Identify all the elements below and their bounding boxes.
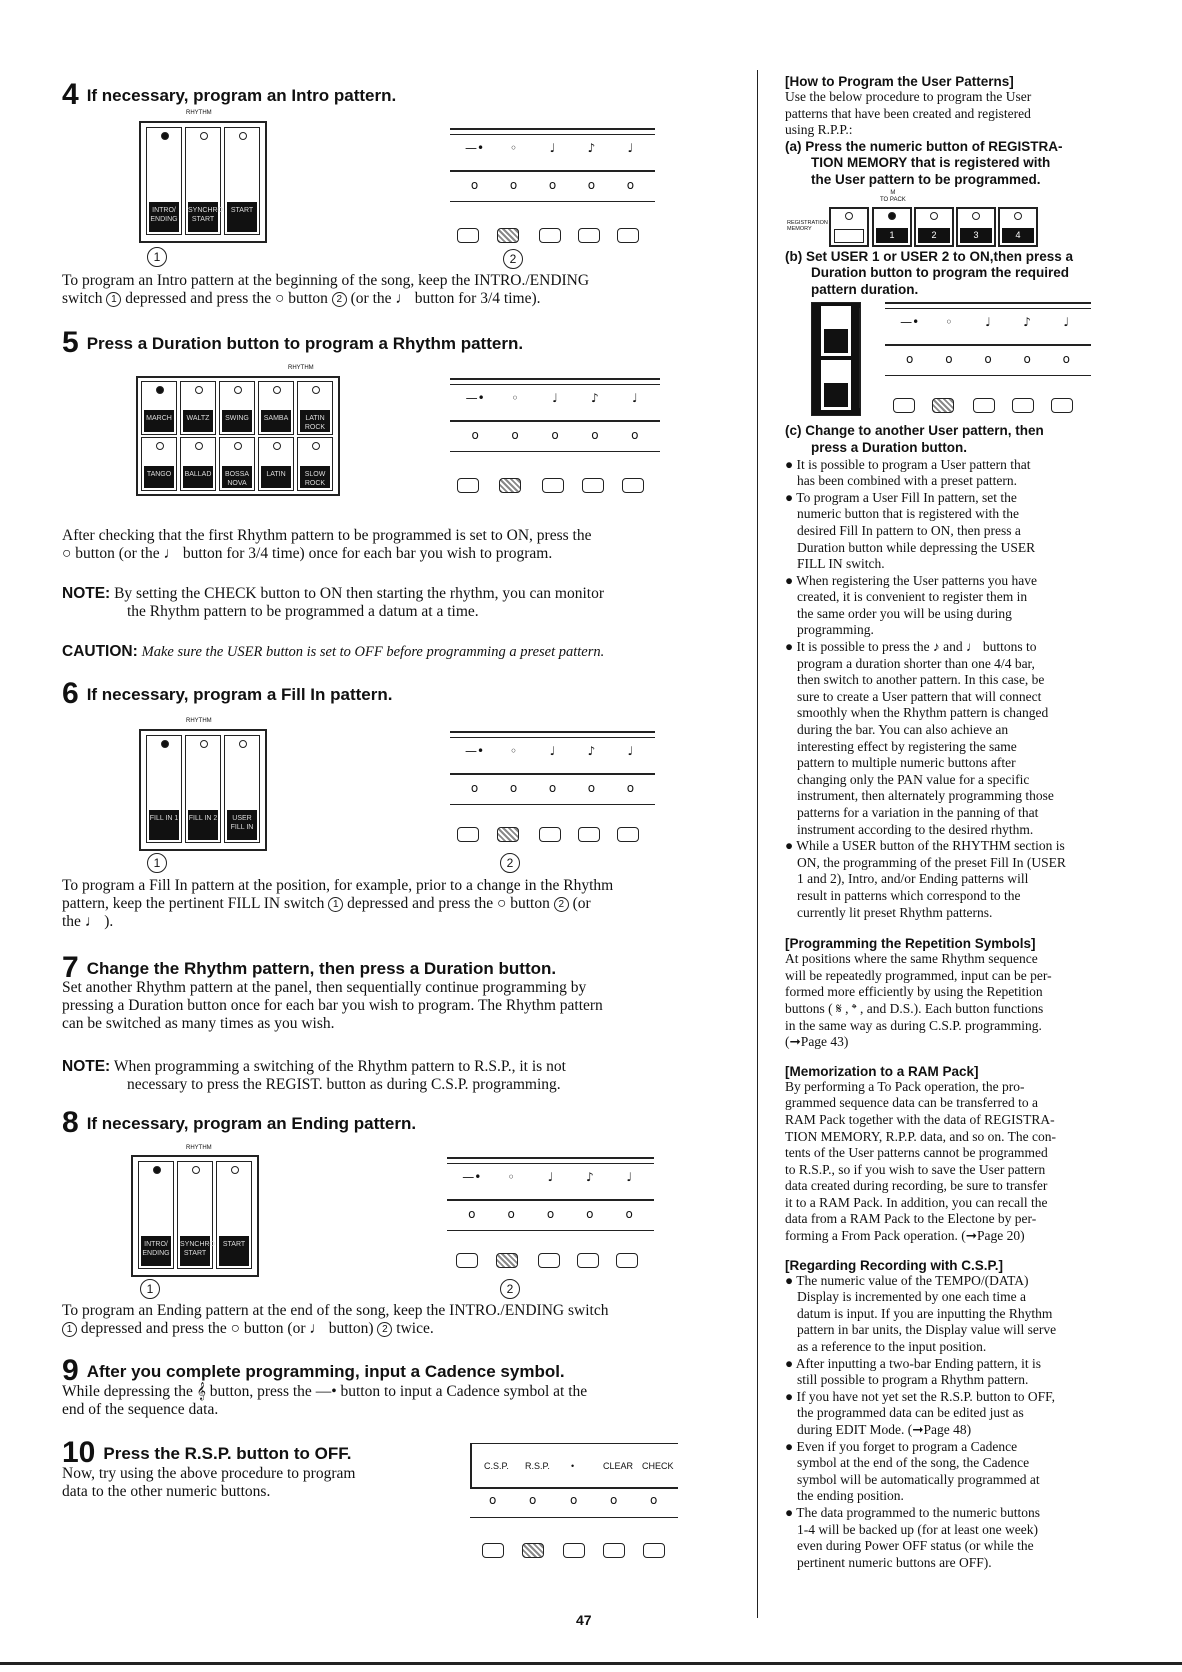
csp-label: C.S.P. — [484, 1461, 509, 1471]
step-7-heading: 7 Change the Rhythm pattern, then press a Duration button. — [62, 951, 557, 984]
user-pattern-panel — [785, 298, 1124, 420]
duration-button-quarter[interactable] — [578, 827, 600, 842]
bullet: ● Even if you forget to program a Cadence — [785, 1438, 1018, 1454]
step-9-text: While depressing the 𝄞 button, press the —• button to input a Cadence symbol at the end of the sequence data. — [62, 1383, 588, 1418]
duration-button-eighth[interactable] — [1051, 398, 1073, 413]
bullet: ● The numeric value of the TEMPO/(DATA) — [785, 1272, 1029, 1288]
rhythm-switch-bossa-nova[interactable]: BOSSA NOVA — [219, 437, 255, 491]
rhythm-switch-waltz[interactable]: WALTZ — [180, 381, 216, 435]
start-switch[interactable]: START — [216, 1161, 252, 1269]
bar-line-icon: —• — [315, 1383, 337, 1400]
rhythm-panel-intro — [139, 121, 267, 243]
duration-button-bar[interactable] — [457, 478, 479, 493]
half-note-icon: ♩ — [395, 290, 411, 307]
duration-button-eighth[interactable] — [616, 1253, 638, 1268]
registration-memory-panel: M TO PACK REGISTRATION MEMORY 1 2 3 4 — [785, 189, 1124, 249]
bottom-rule — [0, 1662, 1182, 1665]
step-6-heading: 6 If necessary, program a Fill In pattern. — [62, 677, 393, 710]
bullet: ● It is possible to press the ♪ and ♩ buttons to — [785, 639, 1037, 655]
duration-button-bar[interactable] — [457, 228, 479, 243]
rhythm-panel-ending — [131, 1155, 259, 1277]
clear-button[interactable] — [603, 1543, 625, 1558]
synchro-start-switch[interactable]: SYNCHRO START — [177, 1161, 213, 1269]
panel-label: RHYTHM — [288, 365, 314, 371]
half-note-icon: ♩ — [163, 545, 179, 562]
callout-1: 1 — [147, 247, 167, 267]
start-switch[interactable]: START — [224, 127, 260, 235]
bar-button-icon: ○ — [496, 895, 507, 912]
reg-button-2[interactable]: 2 — [914, 207, 954, 247]
step-5-heading: 5 Press a Duration button to program a Rhythm pattern. — [62, 326, 524, 359]
rsp-display: C.S.P. R.S.P. • CLEAR CHECK o o o o o — [470, 1443, 678, 1563]
bullet: ● After inputting a two-bar Ending pattern, it is — [785, 1355, 1041, 1371]
duration-display: —• ◦ ♩ ♪ ♩ o o o o o — [450, 378, 660, 498]
duration-display: —• ◦ ♩ ♪ ♩ o o o o o — [450, 731, 655, 851]
step-6-text: To program a Fill In pattern at the position, for example, prior to a change in the Rhythm pattern, keep the pertinent FILL IN switch 1 depressed and press the ○ button 2 (or the ♩ ). — [62, 877, 614, 930]
bullet: ● It is possible to program a User pattern that — [785, 456, 1031, 472]
bar-button-icon: ○ — [62, 545, 72, 562]
duration-button-quarter[interactable] — [578, 228, 600, 243]
rhythm-switch-slow-rock[interactable]: SLOW ROCK — [297, 437, 333, 491]
fill-in-2-switch[interactable]: FILL IN 2 — [185, 735, 221, 843]
duration-button-bar[interactable] — [456, 1253, 478, 1268]
duration-button-quarter[interactable] — [1012, 398, 1034, 413]
clear-label: CLEAR — [603, 1461, 634, 1471]
step-5-note: NOTE: By setting the CHECK button to ON then starting the rhythm, you can monitor the Rhythm pattern to be programmed a datum at a time. — [62, 585, 605, 620]
rhythm-switch-ballad[interactable]: BALLAD — [180, 437, 216, 491]
duration-button-eighth[interactable] — [617, 827, 639, 842]
duration-button-eighth[interactable] — [617, 228, 639, 243]
panel-label: RHYTHM — [186, 718, 212, 724]
duration-button-half[interactable] — [539, 827, 561, 842]
rhythm-switch-swing[interactable]: SWING — [219, 381, 255, 435]
rhythm-switch-samba[interactable]: SAMBA — [258, 381, 294, 435]
reg-button-4[interactable]: 4 — [998, 207, 1038, 247]
user-1-switch[interactable] — [821, 306, 851, 356]
half-note-icon: ♩ — [84, 913, 101, 930]
dot-button[interactable] — [563, 1543, 585, 1558]
duration-button-half[interactable] — [538, 1253, 560, 1268]
reg-button-3[interactable]: 3 — [956, 207, 996, 247]
step-5-caution: CAUTION: Make sure the USER button is set to OFF before programming a preset pattern. — [62, 643, 605, 660]
dot-label: • — [571, 1461, 575, 1471]
rhythm-switch-latin[interactable]: LATIN — [258, 437, 294, 491]
csp-button[interactable] — [482, 1543, 504, 1558]
callout-2: 2 — [503, 249, 523, 269]
rhythm-switch-latin-rock[interactable]: LATIN ROCK — [297, 381, 333, 435]
duration-button-quarter[interactable] — [582, 478, 604, 493]
rhythm-panel-patterns — [136, 376, 340, 496]
step-4-text: To program an Intro pattern at the beginning of the song, keep the INTRO./ENDING switch 1 depressed and press the ○ button 2 (or the ♩ button for 3/4 time). — [62, 272, 590, 307]
rhythm-panel-fill-in — [139, 729, 267, 851]
duration-button-half[interactable] — [542, 478, 564, 493]
bullet: ● When registering the User patterns you have — [785, 572, 1037, 588]
callout-2: 2 — [500, 853, 520, 873]
duration-button-half[interactable] — [539, 228, 561, 243]
bullet: ● The data programmed to the numeric buttons — [785, 1504, 1040, 1520]
duration-button-whole[interactable] — [499, 478, 521, 493]
step-8-heading: 8 If necessary, program an Ending pattern. — [62, 1106, 417, 1139]
rhythm-switch-march[interactable]: MARCH — [141, 381, 177, 435]
step-9-heading: 9 After you complete programming, input a Cadence symbol. — [62, 1354, 565, 1387]
duration-button-whole[interactable] — [496, 1253, 518, 1268]
synchro-start-switch[interactable]: SYNCHRO START — [185, 127, 221, 235]
callout-1: 1 — [140, 1279, 160, 1299]
fill-in-1-switch[interactable]: FILL IN 1 — [146, 735, 182, 843]
duration-button-bar[interactable] — [893, 398, 915, 413]
page-number: 47 — [576, 1612, 592, 1628]
column-divider — [757, 70, 758, 1618]
duration-display: —• ◦ ♩ ♪ ♩ o o o o o — [447, 1157, 654, 1277]
half-note-icon: ♩ — [309, 1320, 325, 1337]
duration-button-bar[interactable] — [457, 827, 479, 842]
duration-display: —• ◦ ♩ ♪ ♩ o o o o o — [885, 302, 1091, 418]
panel-label: RHYTHM — [186, 1145, 212, 1151]
rsp-label: R.S.P. — [525, 1461, 550, 1471]
bullet: ● While a USER button of the RHYTHM section is — [785, 838, 1065, 854]
rsp-button[interactable] — [522, 1543, 544, 1558]
duration-button-whole[interactable] — [497, 827, 519, 842]
cadence-icon: 𝄞 — [196, 1383, 206, 1400]
callout-1: 1 — [147, 853, 167, 873]
user-2-switch[interactable] — [821, 360, 851, 410]
duration-button-quarter[interactable] — [577, 1253, 599, 1268]
step-7-text: Set another Rhythm pattern at the panel, then sequentially continue programming by pressing a Duration button once for each bar you wish to program. The Rhythm pattern can be switched as many times as you wish. — [62, 979, 603, 1032]
bullet: ● If you have not yet set the R.S.P. button to OFF, — [785, 1388, 1055, 1404]
step-10-heading: 10 Press the R.S.P. button to OFF. — [62, 1436, 352, 1469]
check-button[interactable] — [643, 1543, 665, 1558]
bar-button-icon: ○ — [230, 1320, 241, 1337]
intro-ending-switch[interactable]: INTRO/ ENDING — [138, 1161, 174, 1269]
check-label: CHECK — [642, 1461, 674, 1471]
bullet: ● To program a User Fill In pattern, set the — [785, 489, 1017, 505]
step-5-text: After checking that the first Rhythm pattern to be programmed is set to ON, press the ○ button (or the ♩ button for 3/4 time) once for each bar you wish to program. — [62, 527, 592, 562]
callout-2: 2 — [500, 1279, 520, 1299]
step-4-heading: 4 If necessary, program an Intro pattern. — [62, 78, 397, 111]
duration-display: —• ◦ ♩ ♪ ♩ o o o o o — [450, 128, 655, 248]
rhythm-switch-tango[interactable]: TANGO — [141, 437, 177, 491]
step-7-note: NOTE: When programming a switching of the Rhythm pattern to R.S.P., it is not necessary to press the REGIST. button as during C.S.P. programming. — [62, 1058, 566, 1093]
panel-label: RHYTHM — [186, 110, 212, 116]
reg-button-1[interactable]: 1 — [872, 207, 912, 247]
duration-button-half[interactable] — [973, 398, 995, 413]
right-column: [How to Program the User Patterns] Use the below procedure to program the User patterns that have been created and registered using R.P.P.: (a) Press the numeric button of REGISTRA- TION MEMORY that is registered with the User pattern to be programmed. M TO PACK REGISTRATION MEMORY 1 2 3 4 (b) Set USER 1 or USER 2 to ON,then press a Duration button to program the required pattern duration. —• ◦ ♩ ♪ ♩ o o o o o (c) Change to another User pattern, then press a Duration button. ● It is possible to program a User pattern that has been combined with a preset pattern. ● To program a User Fill In pattern, set the numeric button that is registered with the desired Fill In pattern to ON, then press a Duration button while depressing the USER FILL IN switch. ● When registering the User patterns you have created, it is convenient to register them in the same order you will be using during programming. ● It is possible to press the ♪ and ♩ buttons to program a duration shorter than one 4/4 bar, then switch to another pattern. In this case, be sure to create a User pattern that will connect smoothly when the Rhythm pattern is changed during the bar. You can also achieve an interesting effect by registering the same pattern to multiple numeric buttons after changing only the PAN value for a specific instrument, then alternately programming those patterns for a variation in the panning of that instrument according to the desired rhythm. ● While a USER button of the RHYTHM section is ON, the programming of the preset Fill In (USER 1 and 2), Intro, and/or Ending patterns will result in patterns which correspond to the currently lit preset Rhythm patterns. [Programming the Repetition Symbols] At positions where the same Rhythm sequence will be repeatedly programmed, input can be per- formed more efficiently by using the Repetition buttons ( 𝄋 , 𝄌 , and D.S.). Each button functions in the same way as during C.S.P. programming. (➞Page 43) [Memorization to a RAM Pack] By performing a To Pack operation, the pro- grammed sequence data can be transferred to a RAM Pack together with the data of REGISTRA- TION MEMORY, R.P.P. data, and so on. The con- tents of the User patterns cannot be programmed to R.S.P., so if you wish to save the User pattern data created during recording, be sure to transfer it to a RAM Pack. In addition, you can recall the data from a RAM Pack to the Electone by per- forming a From Pack operation. (➞Page 20) [Regarding Recording with C.S.P.] ● The numeric value of the TEMPO/(DATA) Display is incremented by one each time a datum is input. If you are inputting the Rhythm pattern in bar units, the Display value will serve as a reference to the input position. ● After inputting a two-bar Ending pattern, it is still possible to program a Rhythm pattern. ● If you have not yet set the R.S.P. button to OFF, the programmed data can be edited just as during EDIT Mode. (➞Page 48) ● Even if you forget to program a Cadence symbol at the end of the song, the Cadence symbol will be automatically programmed at the ending position. ● The data programmed to the numeric buttons 1-4 will be backed up (for at least one week) even during Power OFF status (or while the pertinent numeric buttons are OFF). — [785, 74, 1124, 1571]
bar-button-icon: ○ — [275, 290, 285, 307]
duration-button-eighth[interactable] — [622, 478, 644, 493]
step-8-text: To program an Ending pattern at the end of the song, keep the INTRO./ENDING switch 1 depressed and press the ○ button (or ♩ button) 2 twice. — [62, 1302, 609, 1337]
duration-button-whole[interactable] — [932, 398, 954, 413]
step-10-text: Now, try using the above procedure to program data to the other numeric buttons. — [62, 1465, 356, 1500]
user-fill-in-switch[interactable]: USER FILL IN — [224, 735, 260, 843]
intro-ending-switch[interactable]: INTRO/ ENDING — [146, 127, 182, 235]
duration-button-whole[interactable] — [497, 228, 519, 243]
